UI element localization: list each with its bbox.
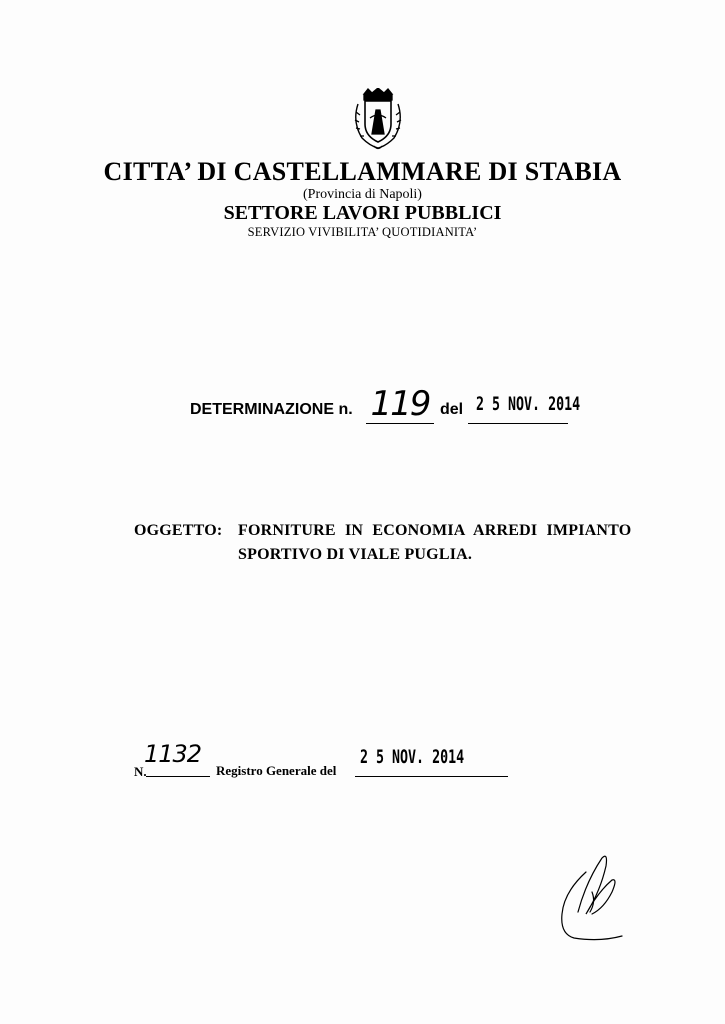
determination-date-stamp: 2 5 NOV. 2014: [476, 393, 581, 415]
province-subtitle: (Provincia di Napoli): [303, 187, 422, 202]
subject-line-1: FORNITURE IN ECONOMIA ARREDI IMPIANTO: [238, 522, 632, 539]
registry-number: 1132: [144, 740, 202, 768]
service-subtitle: SERVIZIO VIVIBILITA’ QUOTIDIANITA’: [247, 225, 478, 239]
registry-n-label: N.: [134, 764, 147, 779]
signature-icon: [556, 852, 630, 944]
subject-text: [238, 522, 658, 564]
registry-number-underline: [146, 776, 210, 777]
determination-date-underline: [468, 423, 568, 424]
registry-date-underline: [355, 776, 508, 777]
sector-title: SETTORE LAVORI PUBBLICI: [223, 202, 502, 224]
determination-number: 119: [370, 384, 430, 424]
registry-date-stamp: 2 5 NOV. 2014: [360, 746, 465, 768]
determination-label: DETERMINAZIONE n.: [190, 401, 353, 418]
determination-del-label: del: [440, 401, 464, 418]
subject-line-2: SPORTIVO DI VIALE PUGLIA.: [238, 546, 473, 563]
city-title: CITTA’ DI CASTELLAMMARE DI STABIA: [103, 157, 622, 186]
subject-label: OGGETTO:: [134, 522, 223, 539]
registry-label: Registro Generale del: [216, 763, 337, 778]
city-crest-icon: [350, 88, 406, 152]
